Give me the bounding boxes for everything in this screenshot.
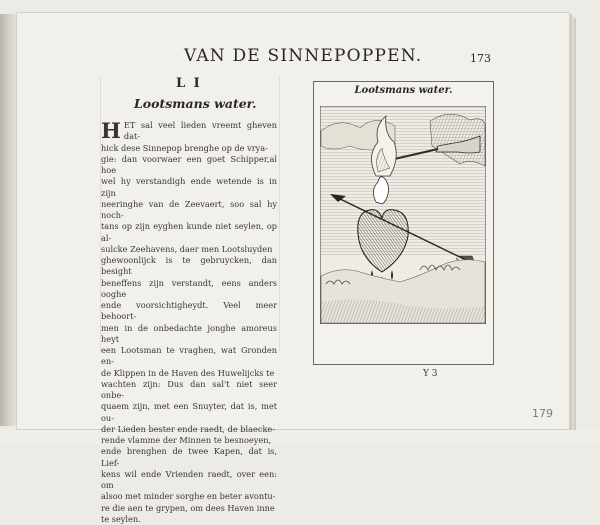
- text-line: de Klippen in de Haven des Huwelijcks te: [101, 367, 275, 378]
- text-lines: [101, 120, 277, 525]
- emblem-heading: Lootsmans water.: [134, 96, 257, 111]
- text-line: quaem zijn, met een Snuyter, dat is, met ou-: [101, 401, 277, 423]
- emblem-engraving: [320, 106, 486, 324]
- pencil-folio-number: 179: [532, 407, 553, 420]
- bottom-edge: [0, 430, 600, 444]
- text-line: tans op zijn eyghen kunde niet seylen, op al-: [101, 221, 277, 243]
- signature-mark: Y 3: [423, 369, 438, 379]
- text-line: een Lootsman te vraghen, wat Gronden en-: [101, 345, 277, 367]
- page-number: 173: [470, 52, 491, 65]
- drop-cap: H: [101, 118, 121, 143]
- text-line: wachten zijn: Dus dan sal't niet seer onbe-: [101, 378, 277, 400]
- text-line: ghewoonlijck is te gebruycken, dan besight: [101, 255, 277, 277]
- text-line: der Lieden bester ende raedt, de blaecke-: [101, 423, 276, 434]
- emblem-caption: Lootsmans water.: [354, 85, 453, 96]
- text-line: sulcke Zeehavens, daer men Lootsluyden: [101, 243, 273, 254]
- text-line: rende vlamme der Minnen te besnoeyen,: [101, 435, 272, 445]
- emblem-number: L I: [176, 76, 202, 91]
- text-line: re die aen te grypen, om dees Haven inne: [101, 502, 275, 513]
- text-line: te seylen.: [101, 513, 141, 524]
- text-line: ET sal veel lieden vreemt gheven dat-: [123, 120, 277, 142]
- body-text: [101, 120, 277, 525]
- text-line: ende brenghen de twee Kapen, dat is, Lief-: [101, 446, 277, 468]
- text-line: alsoo met minder sorghe en beter avontu-: [101, 491, 276, 502]
- text-line: men in de onbedachte jonghe amoreus heyt: [101, 322, 277, 344]
- emblem-plate: [313, 81, 494, 365]
- running-header: VAN DE SINNEPOPPEN.: [184, 46, 423, 66]
- text-line: kens wil ende Vrienden raedt, over een: om: [101, 468, 277, 490]
- text-line: hick dese Sinnepop brenghe op de vrya-: [101, 142, 268, 153]
- text-line: beneffens zijn verstandt, eens anders ooghe: [101, 277, 277, 299]
- text-line: gie: dan voorwaer een goet Schipper,al hoe: [101, 153, 277, 175]
- text-line: neeringhe van de Zeevaert, soo sal hy noch-: [101, 198, 277, 220]
- text-line: ende voorsichtigheydt. Veel meer behoort-: [101, 300, 277, 322]
- text-line: wel hy verstandigh ende wetende is in zijn: [101, 176, 277, 198]
